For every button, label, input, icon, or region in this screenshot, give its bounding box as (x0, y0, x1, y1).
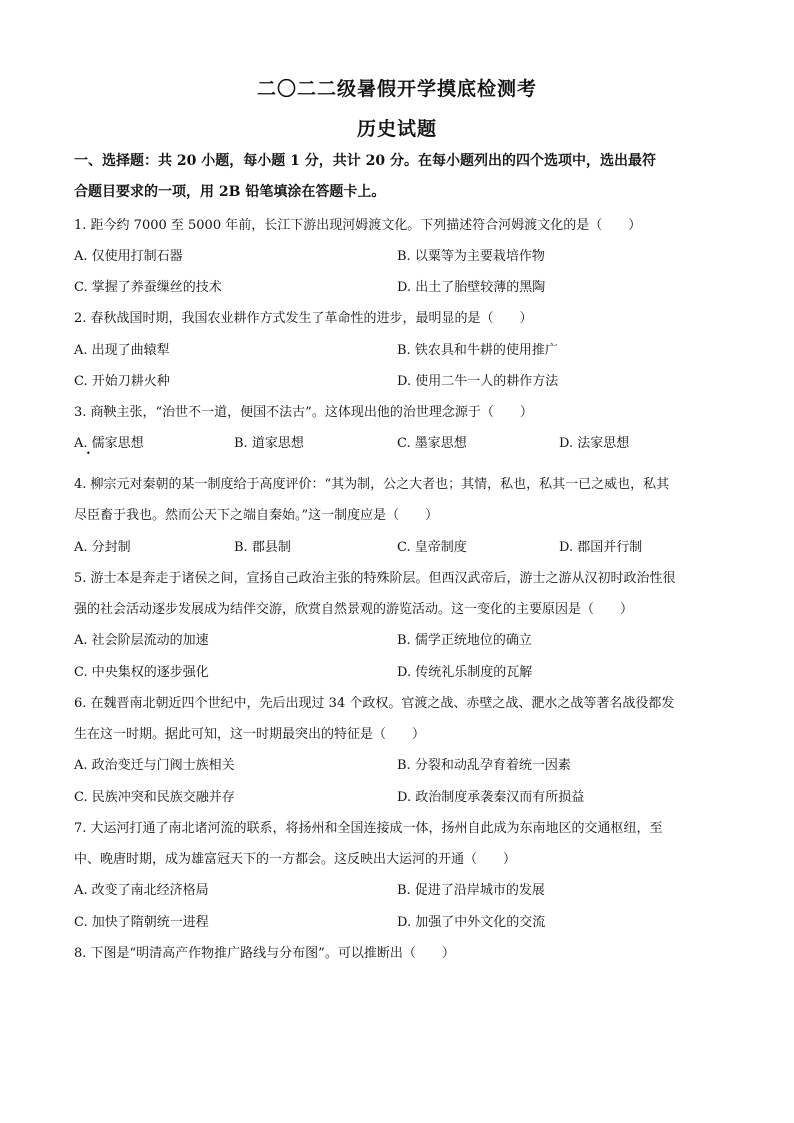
section-instructions-line-2: 合题目要求的一项，用 2B 铅笔填涂在答题卡上。 (74, 184, 386, 200)
question-4-stem-line-2: 尽臣畜于我也。然而公天下之端自秦始。”这一制度应是（ ） (74, 508, 439, 523)
question-5-stem-line-1: 5. 游士本是奔走于诸侯之间，宣扬自己政治主张的特殊阶层。但西汉武帝后，游士之游从汉初时政治性很 (74, 571, 676, 586)
question-5-option-b: B. 儒学正统地位的确立 (397, 633, 532, 648)
question-4-stem-line-1: 4. 柳宗元对秦朝的某一制度给于高度评价：“其为制，公之大者也；其情，私也，私其一已之威也，私其 (74, 477, 670, 492)
question-7-option-c: C. 加快了隋朝统一进程 (74, 915, 209, 930)
question-6-option-a: A. 政治变迁与门阀士族相关 (74, 758, 235, 773)
question-3-option-a: A. 儒家思想 (74, 436, 144, 451)
question-8-stem: 8. 下图是“明清高产作物推广路线与分布图”。可以推断出（ ） (74, 946, 455, 961)
question-5-stem-line-2: 强的社会活动逐步发展成为结伴交游，欣赏自然景观的游览活动。这一变化的主要原因是（ ） (74, 602, 634, 617)
question-3-stem: 3. 商鞅主张，“治世不一道，便国不法古”。这体现出他的治世理念源于（ ） (74, 405, 533, 420)
question-2-option-c: C. 开始刀耕火种 (74, 374, 170, 389)
question-4-option-d: D. 郡国并行制 (559, 540, 643, 555)
exam-subtitle: 历史试题 (356, 118, 437, 140)
question-7-stem-line-1: 7. 大运河打通了南北诸河流的联系，将扬州和全国连接成一体，扬州自此成为东南地区的交通枢纽，至 (74, 821, 663, 836)
question-1-option-a: A. 仅使用打制石器 (74, 249, 183, 264)
question-1-stem: 1. 距今约 7000 至 5000 年前，长江下游出现河姆渡文化。下列描述符合河姆渡文化的是（ ） (74, 218, 642, 233)
question-2-option-b: B. 铁农具和牛耕的使用推广 (397, 343, 558, 358)
question-6-option-b: B. 分裂和动乱孕育着统一因素 (397, 758, 571, 773)
question-7-option-a: A. 改变了南北经济格局 (74, 883, 209, 898)
question-5-option-c: C. 中央集权的逐步强化 (74, 665, 209, 680)
exam-title: 二〇二二级暑假开学摸底检测考 (256, 78, 537, 100)
question-4-option-c: C. 皇帝制度 (397, 540, 467, 555)
question-1-option-b: B. 以粟等为主要栽培作物 (397, 249, 545, 264)
question-6-stem-line-2: 生在这一时期。据此可知，这一时期最突出的特征是（ ） (74, 727, 426, 742)
question-5-option-d: D. 传统礼乐制度的瓦解 (397, 665, 533, 680)
question-2-stem: 2. 春秋战国时期，我国农业耕作方式发生了革命性的进步，最明显的是（ ） (74, 311, 533, 326)
question-2-option-d: D. 使用二牛一人的耕作方法 (397, 374, 559, 389)
question-2-option-a: A. 出现了曲辕犁 (74, 343, 170, 358)
question-3-option-b: B. 道家思想 (234, 436, 304, 451)
question-3-option-c: C. 墨家思想 (397, 436, 467, 451)
question-6-stem-line-1: 6. 在魏晋南北朝近四个世纪中，先后出现过 34 个政权。官渡之战、赤壁之战、淝水之战等著名战役都发 (74, 696, 675, 711)
question-3-option-d: D. 法家思想 (559, 436, 630, 451)
question-7-stem-line-2: 中、晚唐时期，成为雄富冠天下的一方都会。这反映出大运河的开通（ ） (74, 852, 517, 867)
question-1-option-d: D. 出土了胎壁较薄的黑陶 (397, 280, 546, 295)
section-instructions-line-1: 一、选择题：共 20 小题，每小题 1 分，共计 20 分。在每小题列出的四个选项中，选出最符 (74, 153, 656, 169)
question-7-option-d: D. 加强了中外文化的交流 (397, 915, 546, 930)
question-6-option-c: C. 民族冲突和民族交融并存 (74, 790, 235, 805)
question-1-option-c: C. 掌握了养蚕缫丝的技术 (74, 280, 222, 295)
question-4-option-b: B. 郡县制 (234, 540, 291, 555)
stray-dot: • (86, 449, 91, 458)
question-5-option-a: A. 社会阶层流动的加速 (74, 633, 209, 648)
question-7-option-b: B. 促进了沿岸城市的发展 (397, 883, 545, 898)
question-6-option-d: D. 政治制度承袭秦汉而有所损益 (397, 790, 585, 805)
question-4-option-a: A. 分封制 (74, 540, 131, 555)
